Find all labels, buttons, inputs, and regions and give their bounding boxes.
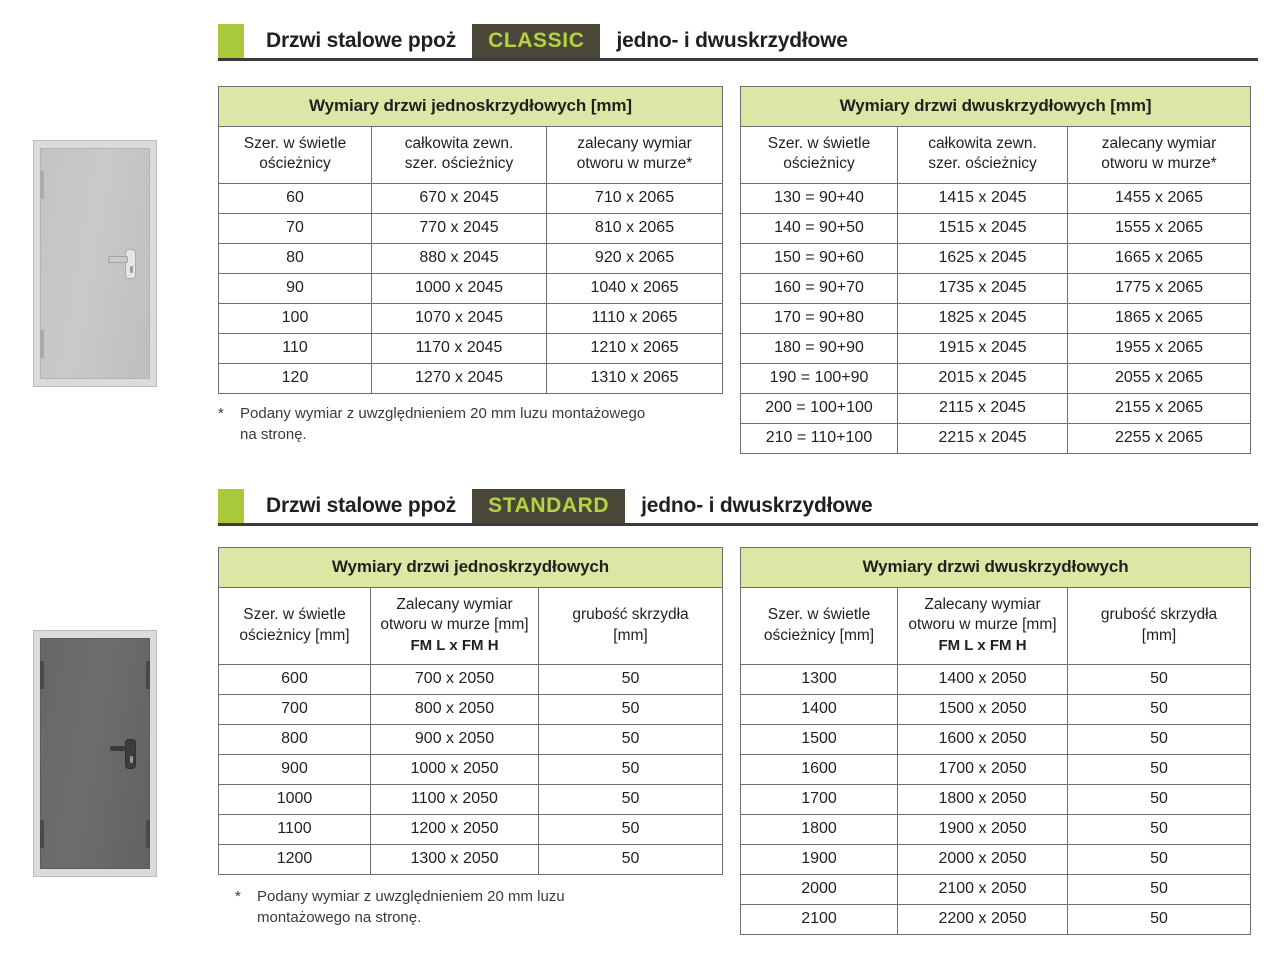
table-row [741,183,1251,213]
table-cell: 2200 x 2050 [898,905,1068,935]
section-header-classic [218,24,848,58]
table-cell: 50 [539,665,723,695]
table-row [741,423,1251,453]
door-leaf-classic [40,148,150,379]
door-hinge-bottom-right-standard [146,820,150,848]
table-cell: 50 [539,755,723,785]
door-hinge-top-left-standard [40,661,44,689]
column-header [898,127,1068,184]
table-cell: 50 [1068,755,1251,785]
table-cell: 900 [219,755,371,785]
table-cell: 2015 x 2045 [898,363,1068,393]
table-body [219,183,723,393]
table-cell: 770 x 2045 [372,213,547,243]
table-cell: 140 = 90+50 [741,213,898,243]
table-cell: 2255 x 2065 [1068,423,1251,453]
table-cell: 700 x 2050 [371,665,539,695]
door-handle-classic [108,256,128,263]
table-standard-double [740,547,1251,935]
table-cell: 50 [1068,875,1251,905]
column-header [1068,588,1251,665]
column-header-line1: zalecany wymiar otworu w murze* [576,135,693,173]
accent-swatch-standard [218,489,244,523]
table-row [741,695,1251,725]
column-header [219,127,372,184]
column-header [371,588,539,665]
table-row [741,273,1251,303]
door-handle-standard [110,746,128,751]
table-cell: 1170 x 2045 [372,333,547,363]
table-cell: 1310 x 2065 [547,363,723,393]
door-hinge-top-classic [40,171,44,199]
table-cell: 1665 x 2065 [1068,243,1251,273]
table-cell: 1415 x 2045 [898,183,1068,213]
table-row [219,183,723,213]
section-badge-standard: STANDARD [472,489,625,523]
table-cell: 1865 x 2065 [1068,303,1251,333]
table-cell: 160 = 90+70 [741,273,898,303]
table-cell: 110 [219,333,372,363]
column-header [372,127,547,184]
table-cell: 150 = 90+60 [741,243,898,273]
column-header [547,127,723,184]
column-header-line1: grubość skrzydła [mm] [1100,606,1218,644]
table-cell: 50 [1068,845,1251,875]
table-cell: 800 [219,725,371,755]
table-cell: 810 x 2065 [547,213,723,243]
table-cell: 2055 x 2065 [1068,363,1251,393]
table-row [219,363,723,393]
table-cell: 50 [539,845,723,875]
table-cell: 2100 [741,905,898,935]
table-cell: 50 [539,725,723,755]
table-cell: 1900 x 2050 [898,815,1068,845]
column-header-sub: FM L x FM H [938,636,1027,654]
table-row [219,273,723,303]
door-hinge-bottom-left-standard [40,820,44,848]
table-cell: 1100 x 2050 [371,785,539,815]
footnote-text: Podany wymiar z uwzględnieniem 20 mm luzu montażowego na stronę. [257,888,565,927]
table-cell: 170 = 90+80 [741,303,898,333]
door-keyhole-standard [130,756,133,763]
table-cell: 1070 x 2045 [372,303,547,333]
table-row [219,333,723,363]
section-title-standard: Drzwi stalowe ppoż [266,494,457,517]
table-row [741,243,1251,273]
table-cell: 1210 x 2065 [547,333,723,363]
table-cell: 2000 [741,875,898,905]
table-cell: 2215 x 2045 [898,423,1068,453]
table-cell: 2155 x 2065 [1068,393,1251,423]
section-subtitle-standard: jedno- i dwuskrzydłowe [641,494,873,517]
table-cell: 1000 x 2045 [372,273,547,303]
column-header-line1: Szer. w świetle ościeżnicy [767,135,871,173]
table-standard-single [218,547,723,875]
table-cell: 180 = 90+90 [741,333,898,363]
table-row [741,905,1251,935]
table-caption: Wymiary drzwi jednoskrzydłowych [mm] [219,87,723,127]
table-cell: 1270 x 2045 [372,363,547,393]
table-cell: 100 [219,303,372,333]
door-keyhole-classic [130,266,133,273]
column-header [898,588,1068,665]
table-classic-double [740,86,1251,454]
column-header [741,588,898,665]
table-cell: 1000 [219,785,371,815]
table-cell: 1040 x 2065 [547,273,723,303]
door-leaf-standard [40,638,150,869]
table-cell: 50 [539,695,723,725]
door-hinge-top-right-standard [146,661,150,689]
table-cell: 1500 x 2050 [898,695,1068,725]
footnote-standard [235,886,705,929]
table-body [741,665,1251,935]
table-row [219,755,723,785]
table-cell: 1955 x 2065 [1068,333,1251,363]
table-cell: 1500 [741,725,898,755]
section-rule-classic [218,58,1258,61]
table-cell: 920 x 2065 [547,243,723,273]
table-cell: 1400 [741,695,898,725]
table-cell: 50 [539,785,723,815]
section-rule-standard [218,523,1258,526]
table-row [741,815,1251,845]
table-cell: 800 x 2050 [371,695,539,725]
table-classic-single [218,86,723,394]
column-header [1068,127,1251,184]
table-cell: 1000 x 2050 [371,755,539,785]
table-cell: 900 x 2050 [371,725,539,755]
table-cell: 1300 [741,665,898,695]
column-header-line1: całkowita zewn. szer. ościeżnicy [928,135,1037,173]
table-row [741,363,1251,393]
table-cell: 1515 x 2045 [898,213,1068,243]
table-row [741,875,1251,905]
table-cell: 1110 x 2065 [547,303,723,333]
column-header-line1: całkowita zewn. szer. ościeżnicy [404,135,514,173]
section-title-classic: Drzwi stalowe ppoż [266,29,457,52]
column-header-sub: FM L x FM H [410,636,499,654]
table-cell: 50 [539,815,723,845]
footnote-text: Podany wymiar z uwzględnieniem 20 mm luzu montażowego na stronę. [240,405,646,444]
table-cell: 80 [219,243,372,273]
table-row [741,393,1251,423]
table-cell: 1915 x 2045 [898,333,1068,363]
table-cell: 1600 [741,755,898,785]
table-row [219,845,723,875]
table-row [219,815,723,845]
table-cell: 600 [219,665,371,695]
column-header-line1: Szer. w świetle ościeżnicy [mm] [239,606,350,644]
table-row [219,303,723,333]
section-subtitle-classic: jedno- i dwuskrzydłowe [616,29,848,52]
table-caption: Wymiary drzwi dwuskrzydłowych [741,548,1251,588]
column-header-line1: Szer. w świetle ościeżnicy [243,135,347,173]
table-row [741,755,1251,785]
table-cell: 50 [1068,725,1251,755]
table-row [219,213,723,243]
table-row [741,785,1251,815]
table-body [219,665,723,875]
table-cell: 1455 x 2065 [1068,183,1251,213]
table-cell: 1900 [741,845,898,875]
column-header-line1: grubość skrzydła [mm] [572,606,689,644]
table-caption: Wymiary drzwi dwuskrzydłowych [mm] [741,87,1251,127]
table-body [741,183,1251,453]
table-cell: 1200 x 2050 [371,815,539,845]
footnote-star: * [218,405,224,422]
table-cell: 90 [219,273,372,303]
table-row [741,725,1251,755]
table-cell: 130 = 90+40 [741,183,898,213]
table-cell: 1800 x 2050 [898,785,1068,815]
door-image-standard [33,630,157,877]
accent-swatch-classic [218,24,244,58]
table-cell: 700 [219,695,371,725]
table-cell: 70 [219,213,372,243]
footnote-star: * [235,888,241,905]
column-header-line1: Szer. w świetle ościeżnicy [mm] [763,606,875,644]
column-header-line1: Zalecany wymiar otworu w murze [mm] [908,596,1057,634]
column-header [741,127,898,184]
table-cell: 200 = 100+100 [741,393,898,423]
table-caption: Wymiary drzwi jednoskrzydłowych [219,548,723,588]
column-header [219,588,371,665]
table-cell: 1775 x 2065 [1068,273,1251,303]
table-cell: 1400 x 2050 [898,665,1068,695]
table-cell: 1700 [741,785,898,815]
table-cell: 190 = 100+90 [741,363,898,393]
table-cell: 120 [219,363,372,393]
table-cell: 1300 x 2050 [371,845,539,875]
table-cell: 210 = 110+100 [741,423,898,453]
table-cell: 710 x 2065 [547,183,723,213]
door-image-classic [33,140,157,387]
column-header [539,588,723,665]
table-row [741,213,1251,243]
table-cell: 1700 x 2050 [898,755,1068,785]
table-cell: 50 [1068,695,1251,725]
table-cell: 1800 [741,815,898,845]
table-cell: 50 [1068,785,1251,815]
table-cell: 1100 [219,815,371,845]
table-cell: 1625 x 2045 [898,243,1068,273]
table-cell: 50 [1068,665,1251,695]
table-cell: 1735 x 2045 [898,273,1068,303]
table-cell: 670 x 2045 [372,183,547,213]
table-row [219,665,723,695]
table-cell: 60 [219,183,372,213]
table-row [219,243,723,273]
section-badge-classic: CLASSIC [472,24,600,58]
table-cell: 2115 x 2045 [898,393,1068,423]
table-cell: 880 x 2045 [372,243,547,273]
door-hinge-bottom-classic [40,330,44,358]
table-cell: 2100 x 2050 [898,875,1068,905]
table-cell: 2000 x 2050 [898,845,1068,875]
table-row [741,333,1251,363]
table-cell: 50 [1068,905,1251,935]
footnote-classic [218,403,718,446]
table-cell: 1200 [219,845,371,875]
table-cell: 1555 x 2065 [1068,213,1251,243]
door-lock-plate-standard [125,739,136,769]
table-cell: 50 [1068,815,1251,845]
column-header-line1: zalecany wymiar otworu w murze* [1101,135,1217,173]
table-row [741,665,1251,695]
table-row [219,785,723,815]
table-row [741,303,1251,333]
section-header-standard [218,489,872,523]
door-lock-plate-classic [125,249,136,279]
column-header-line1: Zalecany wymiar otworu w murze [mm] [380,596,529,634]
table-row [219,695,723,725]
table-cell: 1825 x 2045 [898,303,1068,333]
table-cell: 1600 x 2050 [898,725,1068,755]
table-row [219,725,723,755]
table-row [741,845,1251,875]
